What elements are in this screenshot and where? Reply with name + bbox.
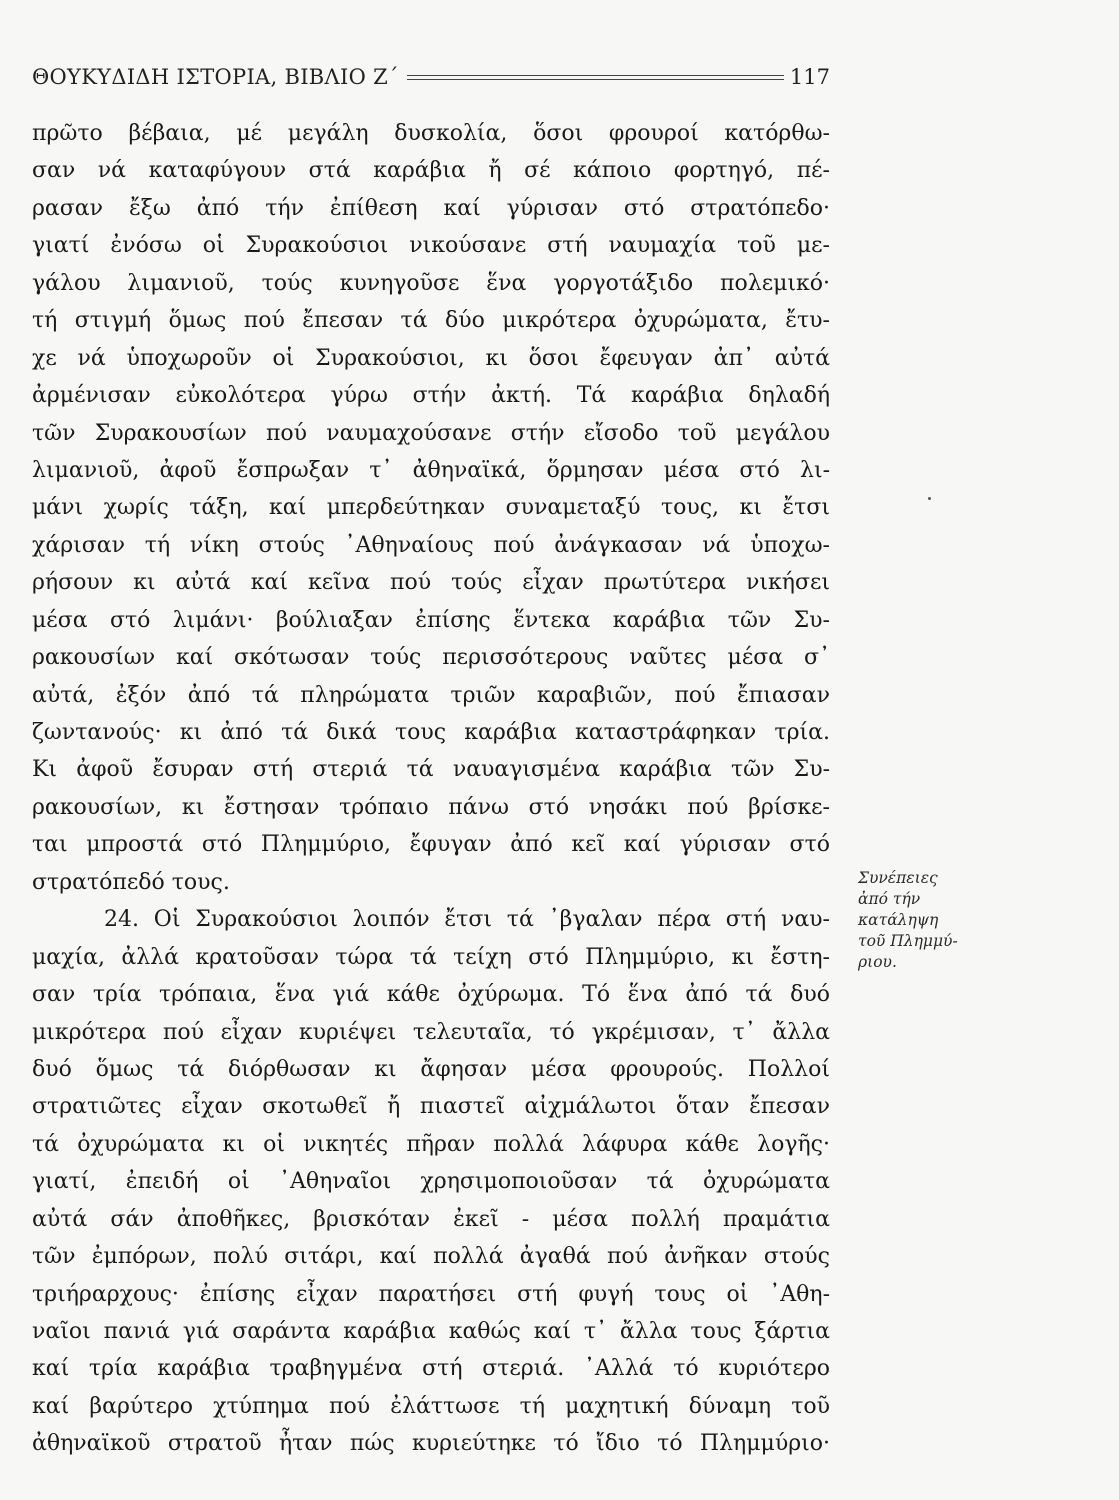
text-line: αὐτά, ἐξόν ἀπό τά πληρώματα τριῶν καραβιῶν, πού ἔπιασαν <box>32 682 830 708</box>
header-title: ΘΟΥΚΥΔΙΔΗ ΙΣΤΟΡΙΑ, ΒΙΒΛΙΟ Ζ΄ <box>32 65 399 89</box>
page-number: 117 <box>789 65 830 89</box>
text-line: δυό ὅμως τά διόρθωσαν κι ἄφησαν μέσα φρουρούς. Πολλοί <box>32 1056 830 1082</box>
text-line: ἀθηναϊκοῦ στρατοῦ ἦταν πώς κυριεύτηκε τό ἴδιο τό Πλημμύριο· <box>32 1431 830 1457</box>
margin-note-line: κατάληψη <box>858 911 939 929</box>
text-line: ται μπροστά στό Πλημμύριο, ἔφυγαν ἀπό κεῖ καί γύρισαν στό <box>32 832 830 858</box>
text-line: γάλου λιμανιοῦ, τούς κυνηγοῦσε ἕνα γοργοτάξιδο πολεμικό· <box>32 270 830 296</box>
text-line: τά ὀχυρώματα κι οἱ νικητές πῆραν πολλά λάφυρα κάθε λογῆς· <box>32 1131 830 1157</box>
margin-note-line: Συνέπειες <box>858 869 938 887</box>
text-line: Κι ἀφοῦ ἔσυραν στή στεριά τά ναυαγισμένα καράβια τῶν Συ- <box>32 757 830 783</box>
text-line: καί τρία καράβια τραβηγμένα στή στεριά. ᾽Αλλά τό κυριότερο <box>32 1356 830 1382</box>
text-line: μάνι χωρίς τάξη, καί μπερδεύτηκαν συναμεταξύ τους, κι ἔτσι <box>32 495 830 521</box>
text-line: ζωντανούς· κι ἀπό τά δικά τους καράβια καταστράφηκαν τρία. <box>32 720 830 745</box>
text-line: ἀρμένισαν εὐκολότερα γύρω στήν ἀκτή. Τά καράβια δηλαδή <box>32 383 830 409</box>
text-line: λιμανιοῦ, ἀφοῦ ἔσπρωξαν τ᾽ ἀθηναϊκά, ὅρμησαν μέσα στό λι- <box>32 457 830 483</box>
text-line: τῶν Συρακουσίων πού ναυμαχούσανε στήν εἴσοδο τοῦ μεγάλου <box>32 420 830 446</box>
text-line: σαν νά καταφύγουν στά καράβια ἤ σέ κάποιο φορτηγό, πέ- <box>32 158 830 184</box>
text-line: ρακουσίων, κι ἔστησαν τρόπαιο πάνω στό νησάκι πού βρίσκε- <box>32 794 830 820</box>
text-line: χε νά ὑποχωροῦν οἱ Συρακούσιοι, κι ὅσοι ἔφευγαν ἀπ᾽ αὐτά <box>32 345 830 371</box>
text-line: καί βαρύτερο χτύπημα πού ἐλάττωσε τή μαχητική δύναμη τοῦ <box>32 1393 830 1419</box>
margin-note-line: τοῦ Πλημμύ- <box>858 932 958 950</box>
text-line: γιατί ἐνόσω οἱ Συρακούσιοι νικούσανε στή ναυμαχία τοῦ με- <box>32 233 830 259</box>
text-line: τριήραρχους· ἐπίσης εἶχαν παρατήσει στή φυγή τους οἱ ᾽Αθη- <box>32 1281 830 1307</box>
text-line: μέσα στό λιμάνι· βούλιαξαν ἐπίσης ἕντεκα καράβια τῶν Συ- <box>32 607 830 633</box>
text-line: τή στιγμή ὅμως πού ἔπεσαν τά δύο μικρότερα ὀχυρώματα, ἔτυ- <box>32 308 830 334</box>
print-speck <box>928 497 931 500</box>
header-double-rule <box>407 75 784 80</box>
text-line: πρῶτο βέβαια, μέ μεγάλη δυσκολία, ὅσοι φρουροί κατόρθω- <box>32 121 830 146</box>
text-line: ρακουσίων καί σκότωσαν τούς περισσότερους ναῦτες μέσα σ᾽ <box>32 645 830 671</box>
paragraph-end-line: στρατόπεδό τους. <box>32 869 230 895</box>
text-line: μαχία, ἀλλά κρατοῦσαν τώρα τά τείχη στό Πλημμύριο, κι ἔστη- <box>32 944 830 970</box>
text-line: γιατί, ἐπειδή οἱ ᾽Αθηναῖοι χρησιμοποιοῦσαν τά ὀχυρώματα <box>32 1169 830 1195</box>
running-header <box>32 60 830 94</box>
chapter-24-first-line: 24. Οἱ Συρακούσιοι λοιπόν ἔτσι τά ᾽βγαλαν πέρα στή ναυ- <box>104 907 830 933</box>
text-line: τῶν ἐμπόρων, πολύ σιτάρι, καί πολλά ἀγαθά πού ἀνῆκαν στούς <box>32 1244 830 1270</box>
text-line: μικρότερα πού εἶχαν κυριέψει τελευταῖα, τό γκρέμισαν, τ᾽ ἄλλα <box>32 1019 830 1045</box>
text-line: αὐτά σάν ἀποθῆκες, βρισκόταν ἐκεῖ - μέσα πολλή πραμάτια <box>32 1206 830 1232</box>
text-line: σαν τρία τρόπαια, ἕνα γιά κάθε ὀχύρωμα. Τό ἕνα ἀπό τά δυό <box>32 982 830 1008</box>
body-text <box>32 115 830 1463</box>
text-line: στρατιῶτες εἶχαν σκοτωθεῖ ἤ πιαστεῖ αἰχμάλωτοι ὅταν ἔπεσαν <box>32 1094 830 1120</box>
text-line: ρήσουν κι αὐτά καί κεῖνα πού τούς εἶχαν πρωτύτερα νικήσει <box>32 570 830 596</box>
margin-note-line: ριου. <box>858 953 897 971</box>
margin-note-line: ἀπό τήν <box>858 890 921 908</box>
text-line: ναῖοι πανιά γιά σαράντα καράβια καθώς καί τ᾽ ἄλλα τους ξάρτια <box>32 1319 830 1344</box>
text-line: χάρισαν τή νίκη στούς ᾽Αθηναίους πού ἀνάγκασαν νά ὑποχω- <box>32 532 830 558</box>
text-line: ρασαν ἔξω ἀπό τήν ἐπίθεση καί γύρισαν στό στρατόπεδο· <box>32 195 830 221</box>
margin-note <box>858 868 1008 973</box>
